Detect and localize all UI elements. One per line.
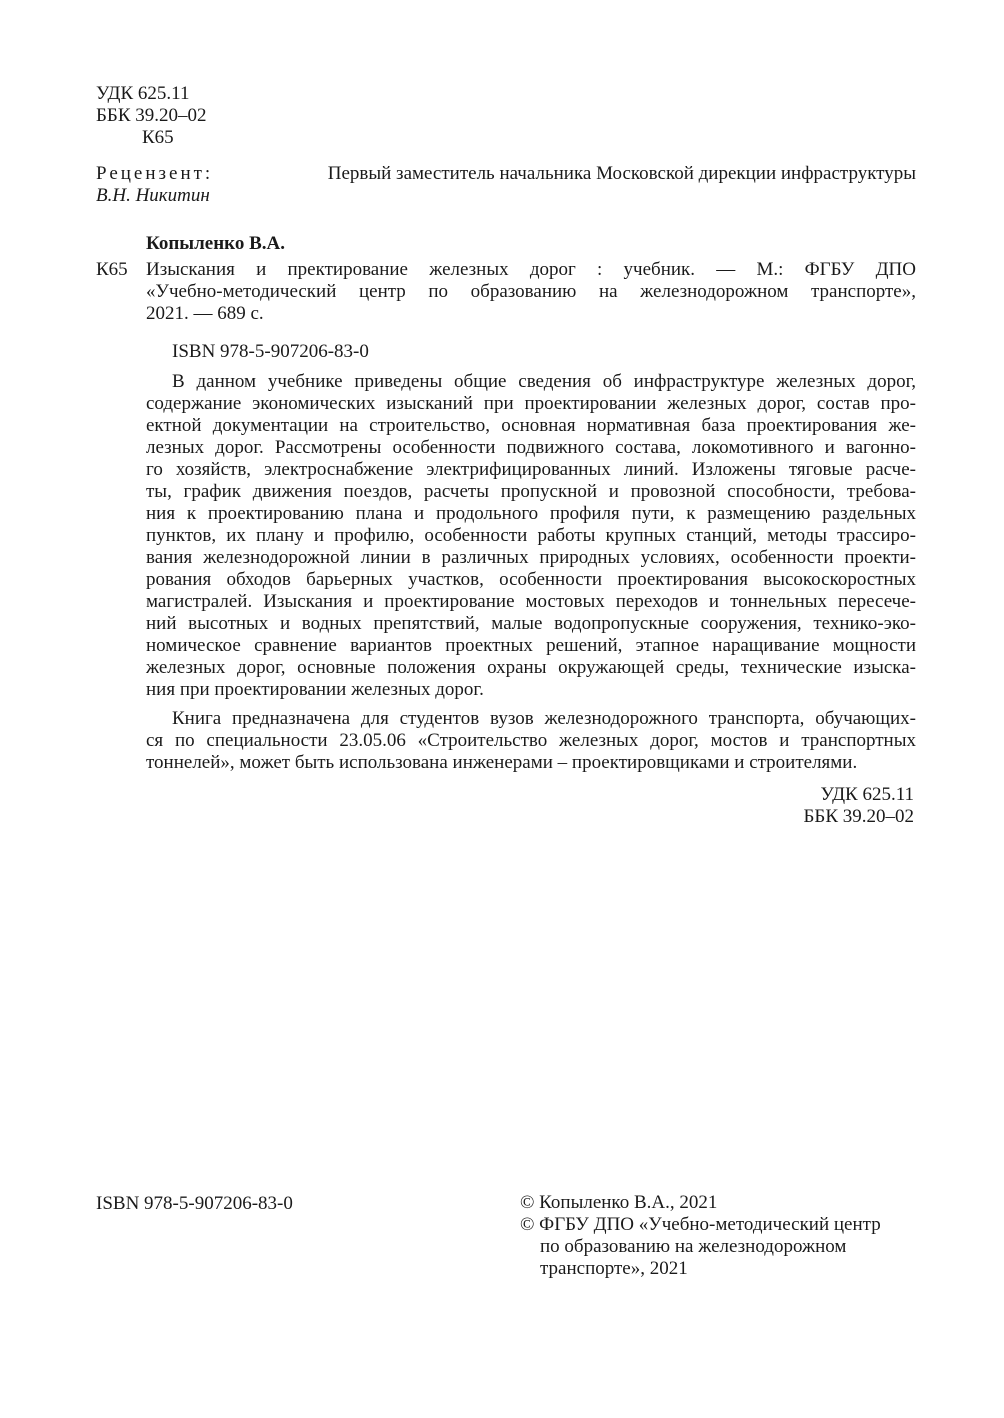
book-code: К65 [96,259,128,280]
paragraph-line: номическое сравнение вариантов проектных решений, этапное наращивание мощности [146,635,916,656]
reviewer-name: В.Н. Никитин [96,185,210,206]
header-udk: УДК 625.11 [96,83,190,104]
paragraph-line: го хозяйств, электроснабжение электрифицированных линий. Изложены тяговые расче- [146,459,916,480]
biblio-line: 2021. — 689 с. [146,303,264,324]
paragraph-line: вания железнодорожной линии в различных природных условиях, особенности проекти- [146,547,916,568]
paragraph-line: ний высотных и водных препятствий, малые водопропускные сооружения, технико-эко- [146,613,916,634]
paragraph-line: В данном учебнике приведены общие сведения об инфраструктуре железных дорог, [172,371,916,392]
reviewer-label: Рецензент: [96,163,214,184]
classification-bbk: ББК 39.20–02 [803,806,914,827]
paragraph-line: лезных дорог. Рассмотрены особенности подвижного состава, локомотивного и вагонно- [146,437,916,458]
paragraph-line: железных дорог, основные положения охраны окружающей среды, технические изыска- [146,657,916,678]
copyright-block [520,1192,881,1280]
paragraph-line: пунктов, их плану и профилю, особенности работы крупных станций, методы трассиро- [146,525,916,546]
copyright-author: © Копыленко В.А., 2021 [520,1192,718,1213]
paragraph-line: ектной документации на строительство, основная нормативная база проектирования же- [146,415,916,436]
author-name: Копыленко В.А. [146,233,285,254]
copyright-publisher-line: © ФГБУ ДПО «Учебно-методический центр [520,1214,881,1235]
paragraph-line: содержание экономических изысканий при проектировании железных дорог, состав про- [146,393,916,414]
footer-isbn: ISBN 978-5-907206-83-0 [96,1193,293,1214]
bibliographic-description [146,259,916,325]
reviewer-position: Первый заместитель начальника Московской дирекции инфраструктуры [327,163,916,184]
header-author-code: К65 [142,127,174,148]
abstract [146,371,916,701]
purpose-paragraph [146,708,916,774]
paragraph-line: рования обходов барьерных участков, особенности проектирования высокоскоростных [146,569,916,590]
copyright-publisher-line: по образованию на железнодорожном [540,1236,847,1257]
reviewer-line [96,163,916,185]
biblio-line: «Учебно-методический центр по образованию на железнодорожном транспорте», [146,281,916,302]
header-bbk: ББК 39.20–02 [96,105,207,126]
isbn: ISBN 978-5-907206-83-0 [172,341,369,362]
paragraph-line: тоннелей», может быть использована инженерами – проектировщиками и строителями. [146,752,858,773]
copyright-publisher-line: транспорте», 2021 [540,1258,688,1279]
classification-udk: УДК 625.11 [820,784,914,805]
paragraph-line: ния при проектировании железных дорог. [146,679,484,700]
paragraph-line: ния к проектированию плана и продольного профиля пути, к размещению раздельных [146,503,916,524]
biblio-line: Изыскания и пректирование железных дорог : учебник. — М.: ФГБУ ДПО [146,259,916,280]
paragraph-line: ты, график движения поездов, расчеты пропускной и провозной способности, требова- [146,481,916,502]
paragraph-line: магистралей. Изыскания и проектирование мостовых переходов и тоннельных пересече- [146,591,916,612]
paragraph-line: ся по специальности 23.05.06 «Строительство железных дорог, мостов и транспортных [146,730,916,751]
paragraph-line: Книга предназначена для студентов вузов железнодорожного транспорта, обучающих- [172,708,916,729]
reviewer-block [96,163,916,207]
